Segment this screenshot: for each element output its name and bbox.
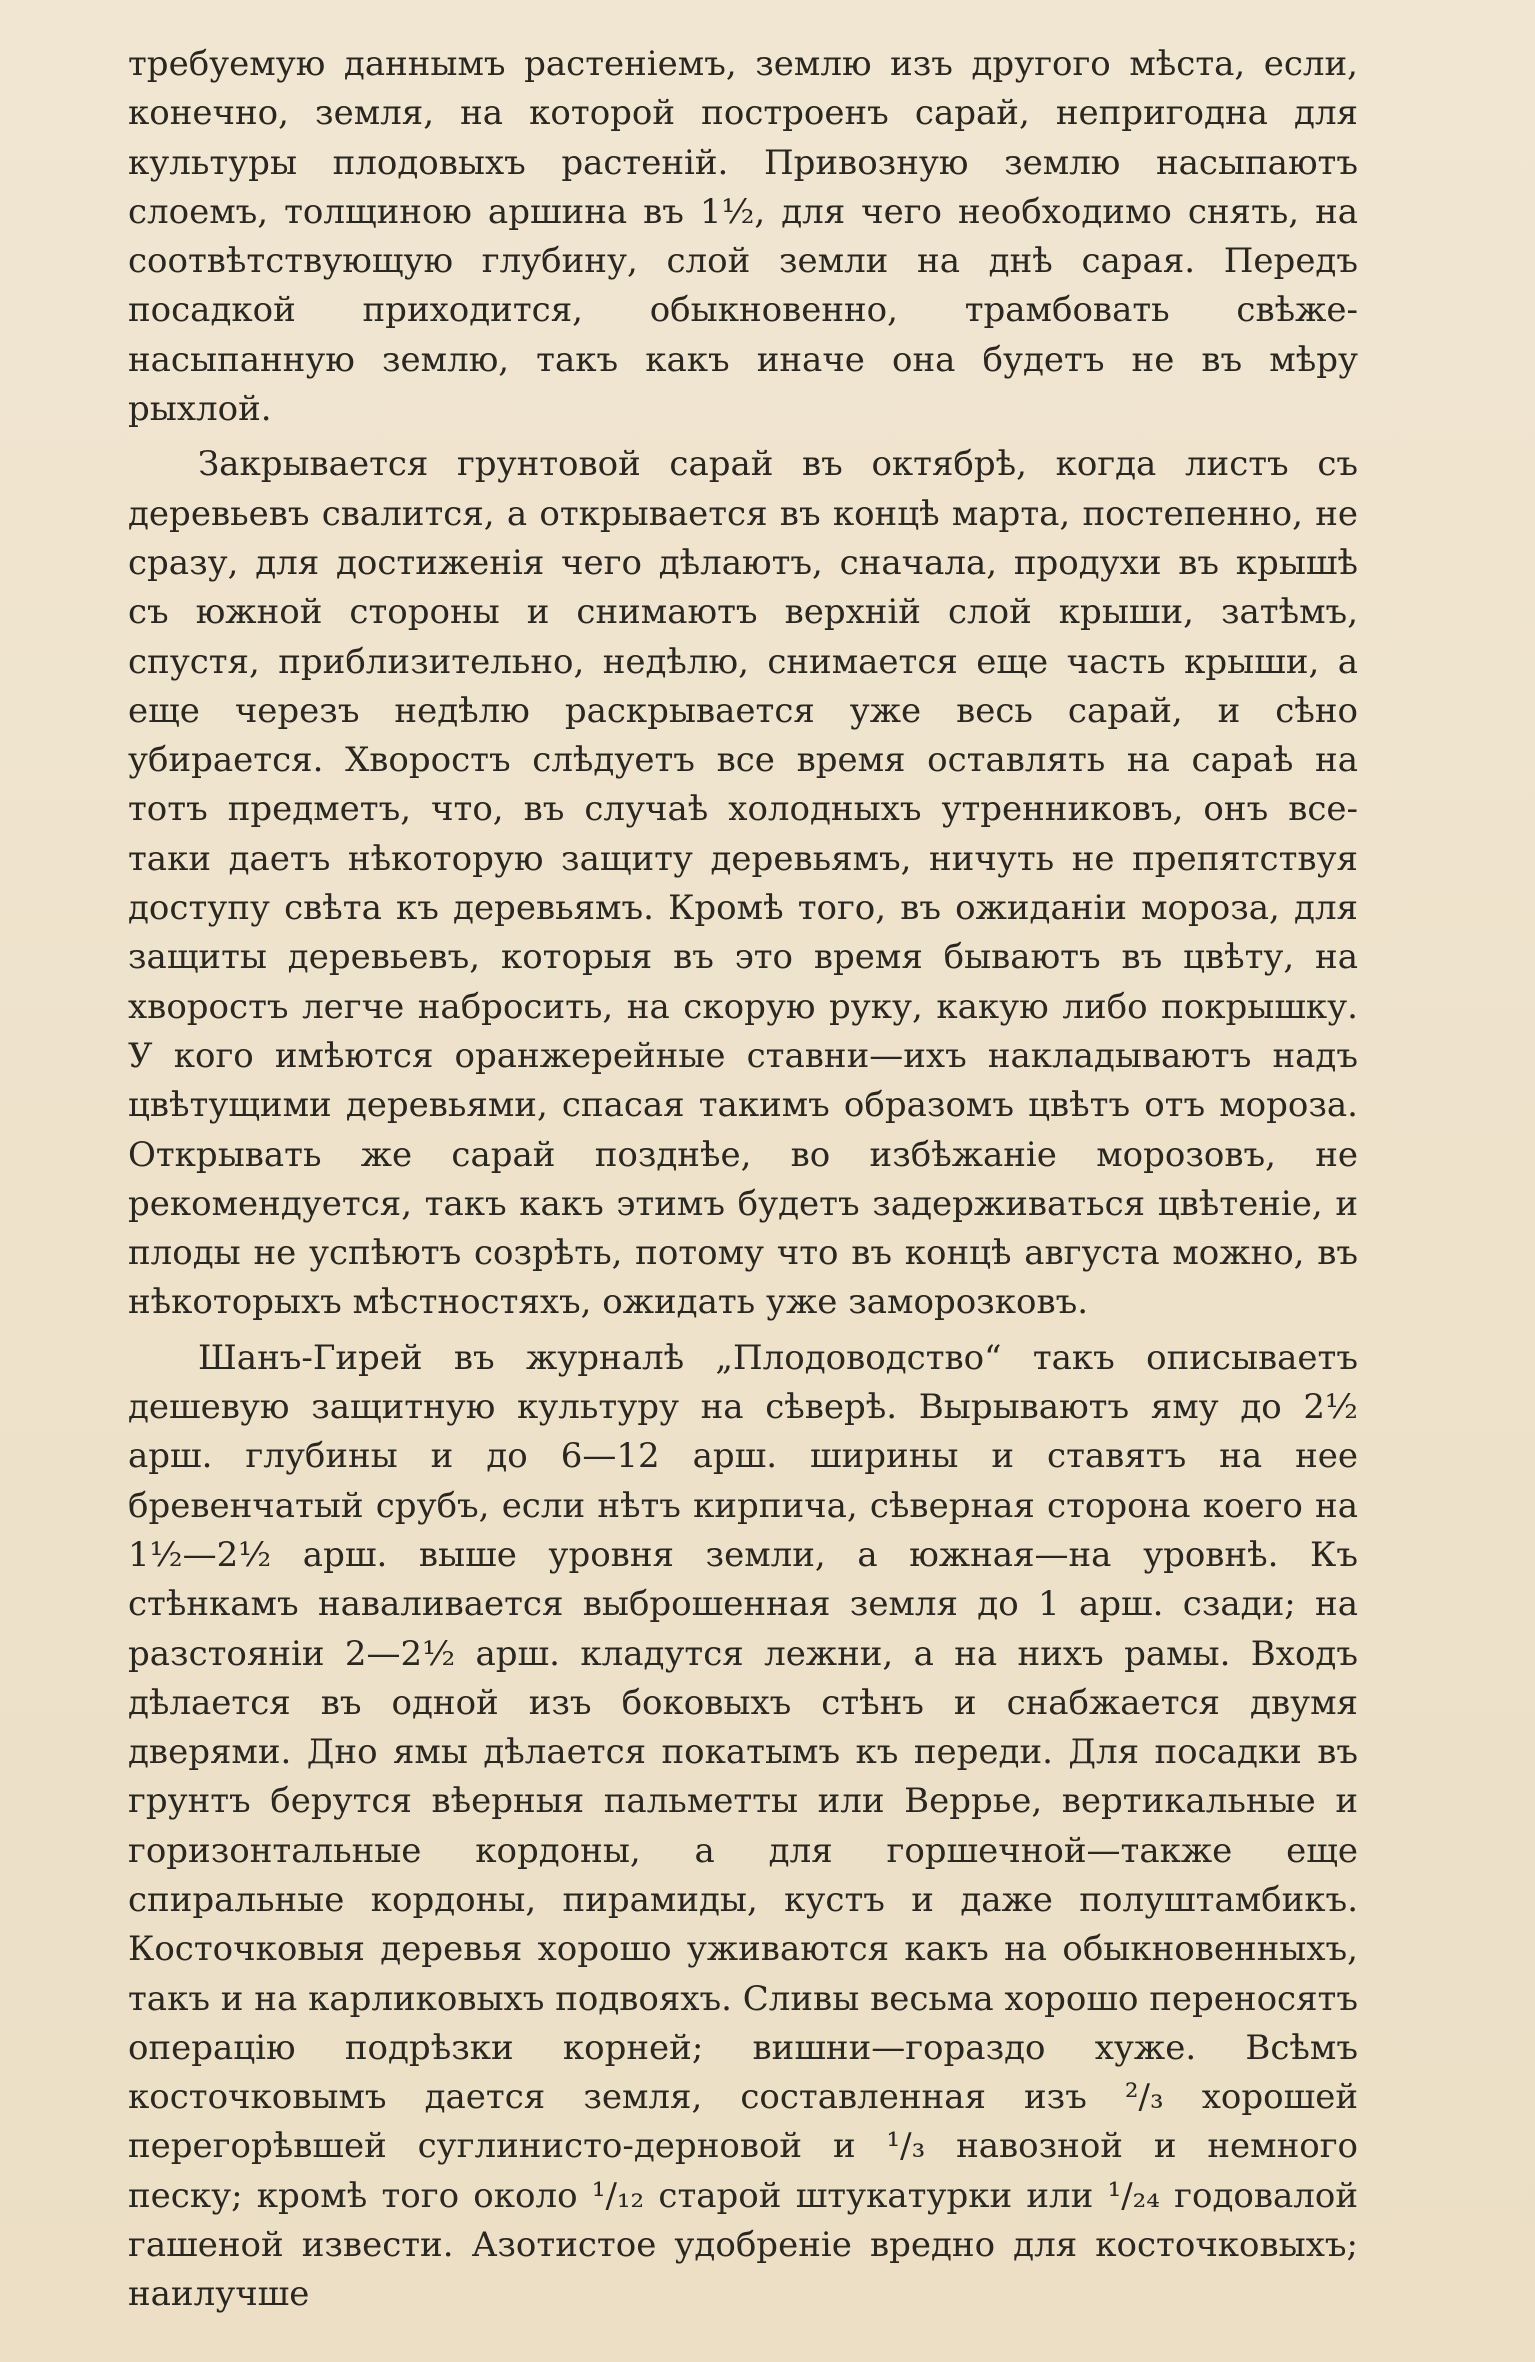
paragraph: Шанъ-Гирей въ журналѣ „Плодоводство“ такъ описываетъ дешевую защитную культуру на сѣверѣ. Вырываютъ яму до 2½ арш. глубины и до 6—12 арш. ширины и ставятъ на нее бревенчатый срубъ, если нѣтъ кирпича, сѣверная сторона коего на 1½—2½ арш. выше уровня земли, а южная—на уровнѣ. Къ стѣнкамъ наваливается выброшенная земля до 1 арш. сзади; на разстоянiи 2—2½ арш. кладутся лежни, а на нихъ рамы. Входъ дѣлается въ одной изъ боковыхъ стѣнъ и снабжается двумя дверями. Дно ямы дѣлается покатымъ къ переди. Для посадки въ грунтъ берутся вѣерныя пальметты или Веррье, вертикальные и горизонтальные кордоны, а для горшечной—также еще спиральные кордоны, пирамиды, кустъ и даже полуштамбикъ. Косточковыя деревья хорошо уживаются какъ на обыкновенныхъ, такъ и на карликовыхъ подвояхъ. Сливы весьма хорошо переносятъ операцiю подрѣзки корней; вишни—гораздо хуже. Всѣмъ косточковымъ дается земля, составленная изъ ²/₃ хорошей перегорѣвшей суглинисто-дерновой и ¹/₃ навозной и немного песку; кромѣ того около ¹/₁₂ старой штукатурки или ¹/₂₄ годовалой гашеной извести. Азотистое удобренiе вредно для косточковыхъ; наилучше (128, 1337, 1358, 2315)
paragraph: Закрывается грунтовой сарай въ октябрѣ, когда листъ съ деревьевъ свалится, а открывается въ концѣ марта, постепенно, не сразу, для достиженiя чего дѣлаютъ, сначала, продухи въ крышѣ съ южной стороны и снимаютъ верхнiй слой крыши, затѣмъ, спустя, приблизительно, недѣлю, снимается еще часть крыши, а еще черезъ недѣлю раскрывается уже весь сарай, и сѣно убирается. Хворостъ слѣдуетъ все время оставлять на сараѣ на тотъ предметъ, что, въ случаѣ холодныхъ утренниковъ, онъ все-таки даетъ нѣкоторую защиту деревьямъ, ничуть не препятствуя доступу свѣта къ деревьямъ. Кромѣ того, въ ожиданiи мороза, для защиты деревьевъ, которыя въ это время бываютъ въ цвѣту, на хворостъ легче набросить, на скорую руку, какую либо покрышку. У кого имѣются оранжерейные ставни—ихъ накладываютъ надъ цвѣтущими деревьями, спасая такимъ образомъ цвѣтъ отъ мороза. Открывать же сарай позднѣе, во избѣжанiе морозовъ, не рекомендуется, такъ какъ этимъ будетъ задерживаться цвѣтенiе, и плоды не успѣютъ созрѣть, потому что въ концѣ августа можно, въ нѣкоторыхъ мѣстностяхъ, ожидать уже заморозковъ. (128, 444, 1358, 1323)
body-text (128, 40, 1358, 2320)
paragraph-continuation: требуемую даннымъ растенiемъ, землю изъ другого мѣста, если, конечно, земля, на которой построенъ сарай, непригодна для культуры плодовыхъ растенiй. Привозную землю насыпаютъ слоемъ, толщиною аршина въ 1½, для чего необходимо снять, на соотвѣтствующую глубину, слой земли на днѣ сарая. Передъ посадкой приходится, обыкновенно, трамбовать свѣже-насыпанную землю, такъ какъ иначе она будетъ не въ мѣру рыхлой. (128, 44, 1358, 430)
